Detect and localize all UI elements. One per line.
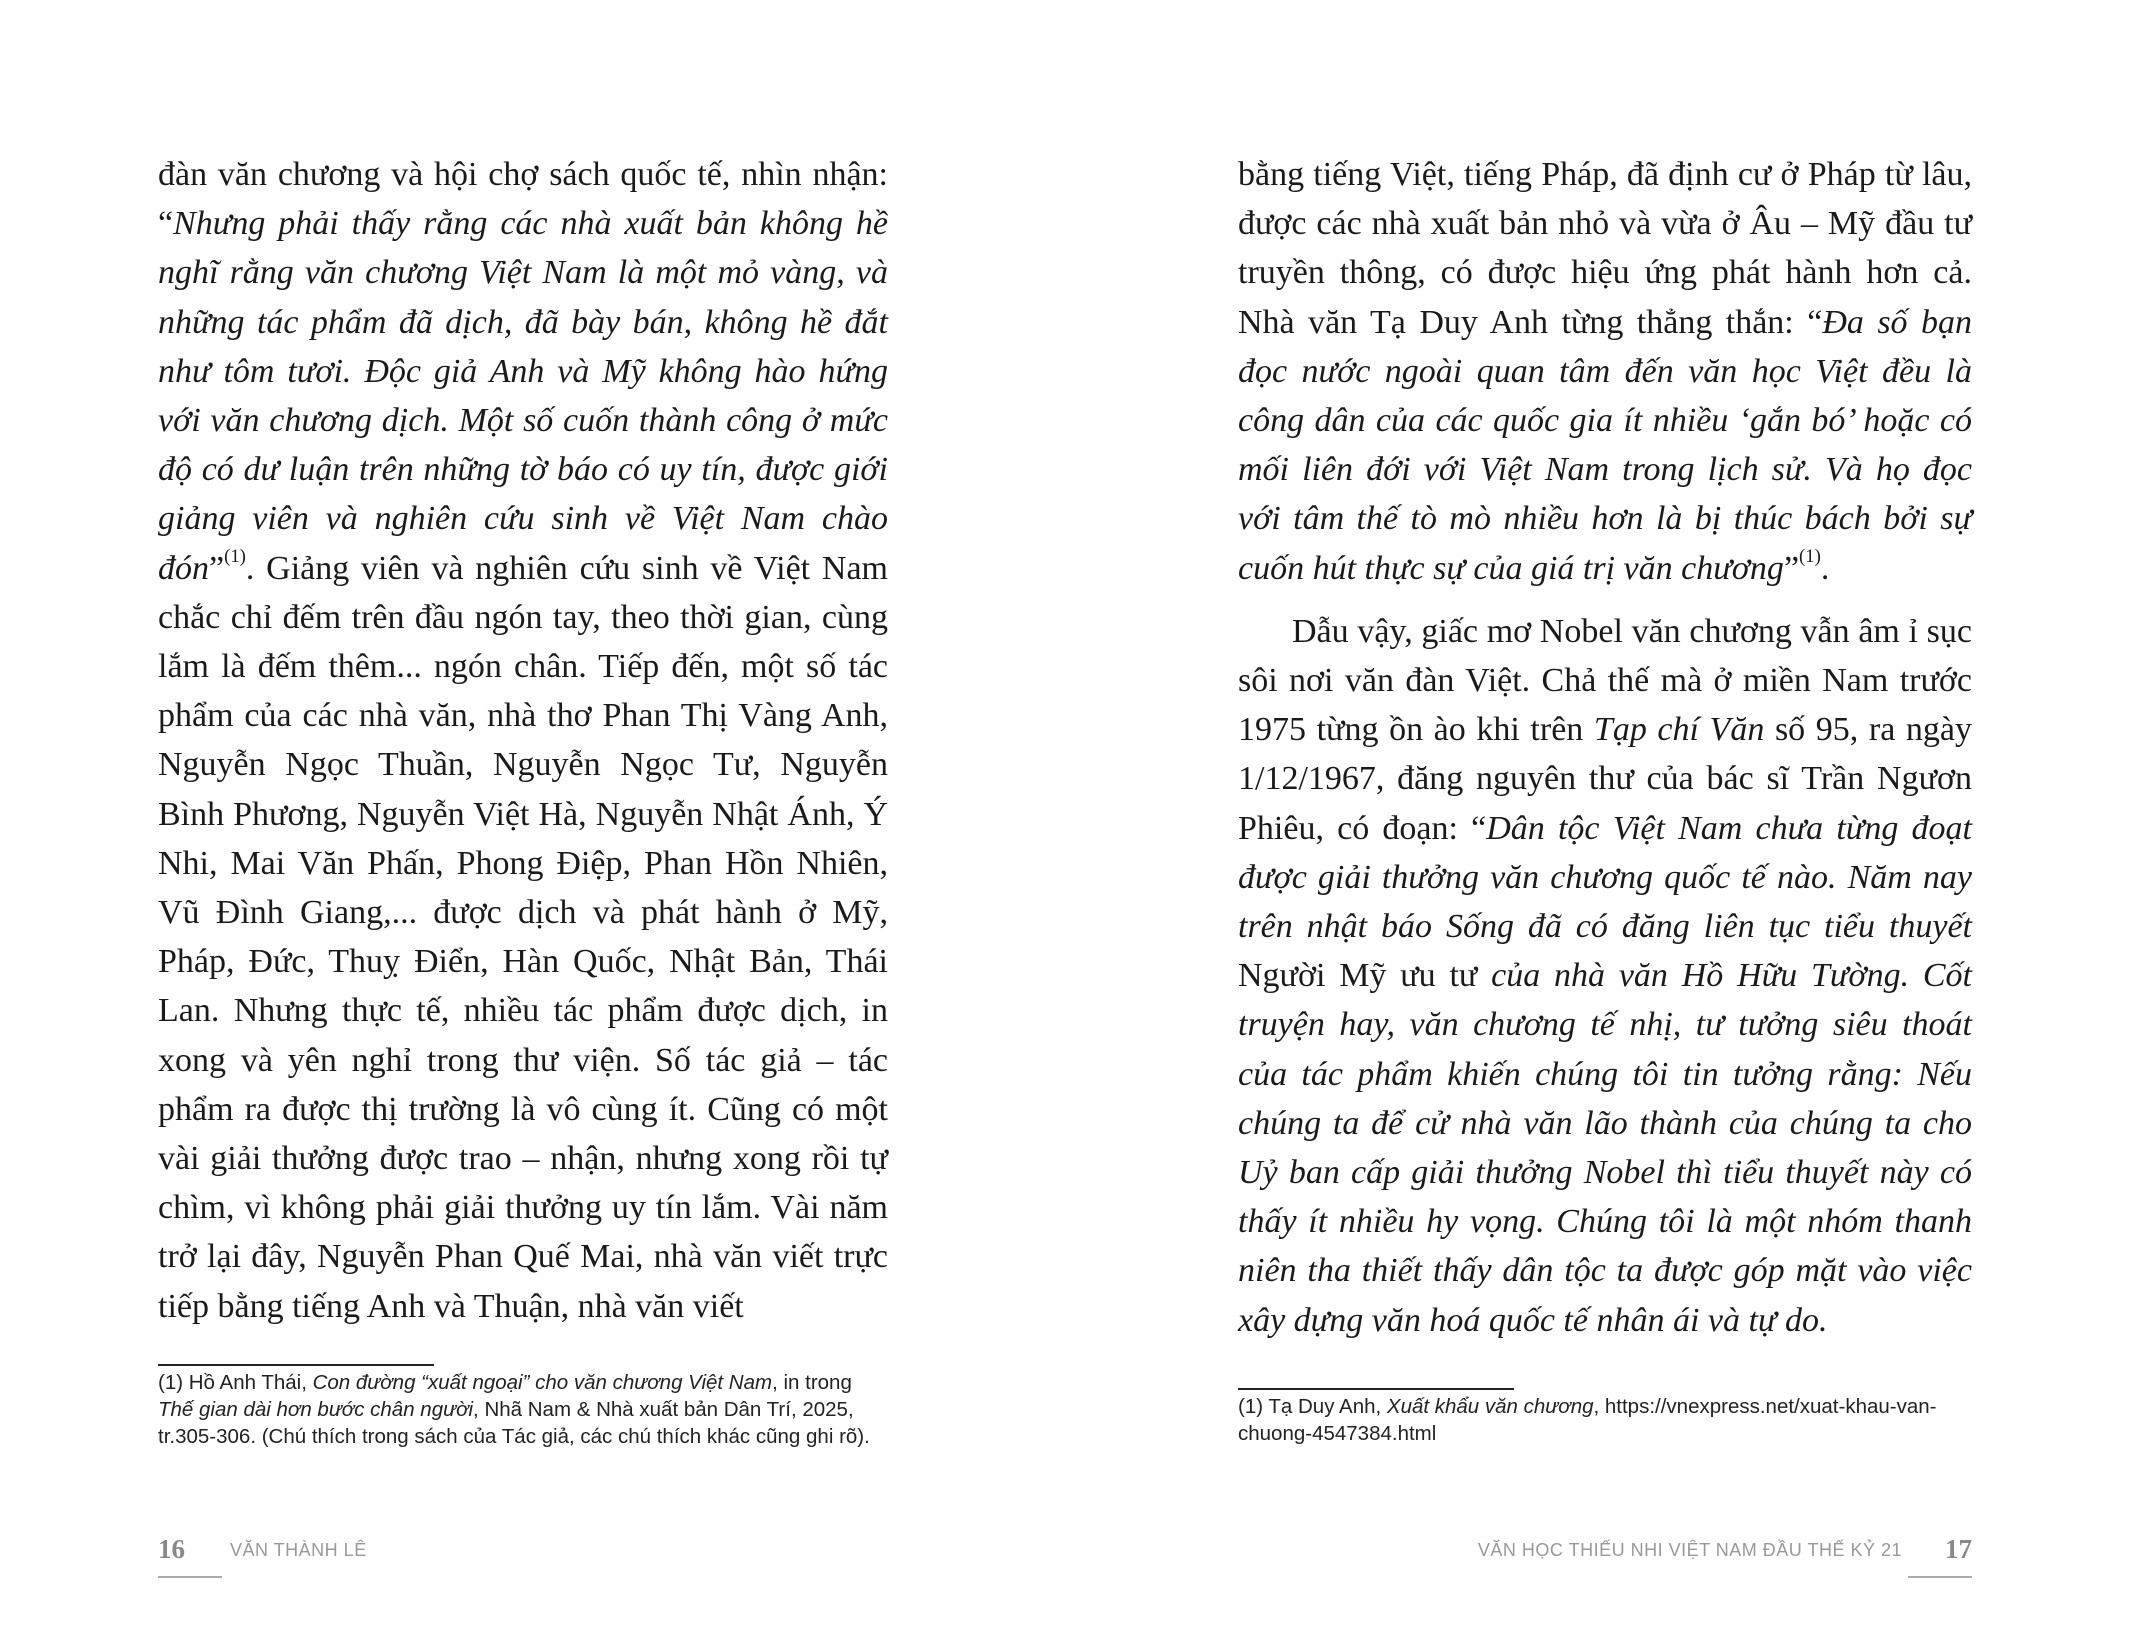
left-page xyxy=(158,0,888,1646)
text-run: . xyxy=(1820,549,1830,587)
right-body-text xyxy=(1238,150,1972,1345)
text-run: Thế gian dài hơn bước chân người xyxy=(158,1398,474,1421)
right-paragraph-1 xyxy=(1238,150,1972,593)
left-page-number: 16 xyxy=(158,1534,185,1564)
left-footnote-rule xyxy=(158,1364,434,1366)
text-run: bằng tiếng Việt, tiếng Pháp, đã định cư ở Pháp từ lâu, được các nhà xuất bản nhỏ và vừa ở Âu – Mỹ đầu tư truyền thông, có được hiệu ứng phát hành hơn cả. Nhà văn Tạ Duy Anh từng thẳng thắn: “ xyxy=(1238,156,1972,341)
right-folio-rule xyxy=(1908,1576,1972,1578)
text-run: Xuất khẩu văn chương xyxy=(1386,1395,1594,1418)
text-run: (1) Tạ Duy Anh, xyxy=(1238,1395,1387,1418)
text-run: Nhưng phải thấy rằng các nhà xuất bản không hề nghĩ rằng văn chương Việt Nam là một mỏ vàng, và những tác phẩm đã dịch, đã bày bán, không hề đắt như tôm tươi. Độc giả Anh và Mỹ không hào hứng với văn chương dịch. Một số cuốn thành công ở mức độ có dư luận trên những tờ báo có uy tín, được giới giảng viên và nghiên cứu sinh về Việt Nam chào đón xyxy=(158,205,888,587)
left-running-head: VĂN THÀNH LÊ xyxy=(230,1540,367,1560)
right-footnote xyxy=(1238,1393,1972,1447)
right-paragraph-2 xyxy=(1238,607,1972,1345)
text-run: Dân tộc Việt Nam chưa từng đoạt được giải thưởng văn chương quốc tế nào. Năm nay trên nhật báo Sống đã có đăng liên tục tiểu thuyết xyxy=(1238,809,1972,946)
text-run: (1) xyxy=(224,545,246,567)
left-folio-rule xyxy=(158,1576,222,1578)
text-run: ” xyxy=(1783,549,1800,587)
text-run: ” xyxy=(209,549,225,587)
text-run: Đa số bạn đọc nước ngoài quan tâm đến văn học Việt đều là công dân của các quốc gia ít nhiều ‘gắn bó’ hoặc có mối liên đới với Việt Nam trong lịch sử. Và họ đọc với tâm thế tò mò nhiều hơn là bị thúc bách bởi sự cuốn hút thực sự của giá trị văn chương xyxy=(1238,303,1972,587)
text-run: (1) xyxy=(1799,545,1821,567)
right-running-head: VĂN HỌC THIẾU NHI VIỆT NAM ĐẦU THẾ KỶ 21 xyxy=(1477,1540,1902,1560)
text-run: Con đường “xuất ngoại” cho văn chương Việt Nam xyxy=(312,1371,773,1394)
text-run: (1) Hồ Anh Thái, xyxy=(158,1371,313,1394)
left-paragraph xyxy=(158,150,888,1331)
text-run: đàn văn chương và hội chợ sách quốc tế, nhìn nhận: “ xyxy=(158,156,888,243)
right-footnote-rule xyxy=(1238,1388,1514,1390)
text-run: , Nhã Nam & Nhà xuất bản Dân Trí, 2025, tr.305-306. (Chú thích trong sách của Tác giả, các chú thích khác cũng ghi rõ). xyxy=(158,1398,870,1448)
right-page xyxy=(1238,0,1972,1646)
text-run: của nhà văn Hồ Hữu Tường. Cốt truyện hay, văn chương tế nhị, tư tưởng siêu thoát của tác phẩm khiến chúng tôi tin tưởng rằng: Nếu chúng ta để cử nhà văn lão thành của chúng ta cho Uỷ ban cấp giải thưởng Nobel thì tiểu thuyết này có thấy ít nhiều hy vọng. Chúng tôi là một nhóm thanh niên tha thiết thấy dân tộc ta được góp mặt vào việc xây dựng văn hoá quốc tế nhân ái và tự do. xyxy=(1238,957,1972,1339)
text-run: , in trong xyxy=(772,1371,852,1394)
text-run: Dẫu vậy, giấc mơ Nobel văn chương vẫn âm ỉ sục sôi nơi văn đàn Việt. Chả thế mà ở miền Nam trước 1975 từng ồn ào khi trên xyxy=(1238,612,1972,749)
text-run: , https://vnexpress.net/xuat-khau-van-chuong-4547384.html xyxy=(1238,1395,1937,1445)
text-run: . Giảng viên và nghiên cứu sinh về Việt Nam chắc chỉ đếm trên đầu ngón tay, theo thời gian, cùng lắm là đếm thêm... ngón chân. Tiếp đến, một số tác phẩm của các nhà văn, nhà thơ Phan Thị Vàng Anh, Nguyễn Ngọc Thuần, Nguyễn Ngọc Tư, Nguyễn Bình Phương, Nguyễn Việt Hà, Nguyễn Nhật Ánh, Ý Nhi, Mai Văn Phấn, Phong Điệp, Phan Hồn Nhiên, Vũ Đình Giang,... được dịch và phát hành ở Mỹ, Pháp, Đức, Thuỵ Điển, Hàn Quốc, Nhật Bản, Thái Lan. Nhưng thực tế, nhiều tác phẩm được dịch, in xong và yên nghỉ trong thư viện. Số tác giả – tác phẩm ra được thị trường là vô cùng ít. Cũng có một vài giải thưởng được trao – nhận, nhưng xong rồi tự chìm, vì không phải giải thưởng uy tín lắm. Vài năm trở lại đây, Nguyễn Phan Quế Mai, nhà văn viết trực tiếp bằng tiếng Anh và Thuận, nhà văn viết xyxy=(158,549,888,1325)
text-run: số 95, ra ngày 1/12/1967, đăng nguyên thư của bác sĩ Trần Ngươn Phiêu, có đoạn: “ xyxy=(1238,711,1972,847)
left-footnote xyxy=(158,1369,888,1450)
right-page-number: 17 xyxy=(1945,1534,1972,1564)
text-run: Người Mỹ ưu tư xyxy=(1238,957,1492,995)
text-run: Tạp chí Văn xyxy=(1593,711,1765,749)
left-body-text xyxy=(158,150,888,1331)
